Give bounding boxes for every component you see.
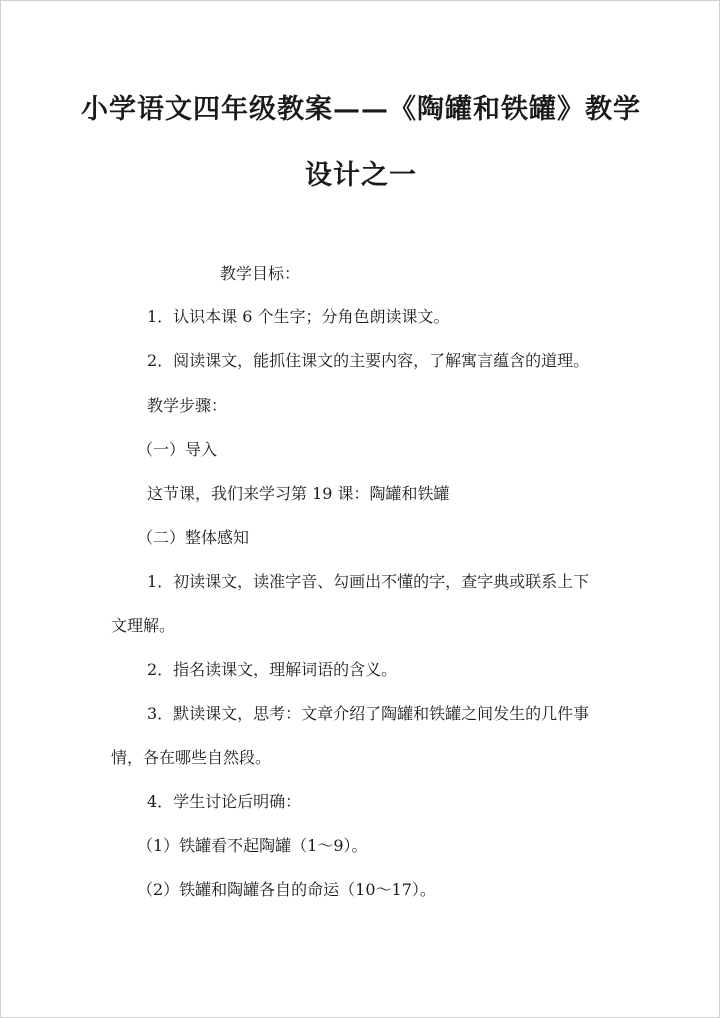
sub-item-2: （2）铁罐和陶罐各自的命运（10～17）。 (137, 880, 436, 899)
step-item-2: 2．指名读课文，理解词语的含义。 (147, 660, 398, 679)
document-title-line-1: 小学语文四年级教案——《陶罐和铁罐》教学 (81, 94, 641, 125)
goal-item-2: 2．阅读课文，能抓住课文的主要内容，了解寓言蕴含的道理。 (147, 351, 590, 370)
section-heading-intro: （一）导入 (137, 440, 218, 459)
intro-paragraph: 这节课，我们来学习第 19 课：陶罐和铁罐 (147, 484, 450, 503)
goal-item-1: 1．认识本课 6 个生字；分角色朗读课文。 (147, 307, 450, 326)
step-item-3-line-2: 情，各在哪些自然段。 (111, 748, 272, 767)
step-item-4: 4．学生讨论后明确： (147, 792, 302, 811)
document-title-line-2: 设计之一 (305, 160, 417, 191)
section-heading-overview: （二）整体感知 (137, 528, 250, 547)
steps-heading: 教学步骤： (147, 396, 228, 415)
step-item-3-line-1: 3．默读课文，思考：文章介绍了陶罐和铁罐之间发生的几件事 (147, 704, 590, 723)
step-item-1-line-1: 1．初读课文，读准字音、勾画出不懂的字，查字典或联系上下 (147, 572, 590, 591)
goals-heading: 教学目标： (220, 264, 301, 283)
step-item-1-line-2: 文理解。 (111, 616, 176, 635)
sub-item-1: （1）铁罐看不起陶罐（1～9）。 (137, 836, 368, 855)
